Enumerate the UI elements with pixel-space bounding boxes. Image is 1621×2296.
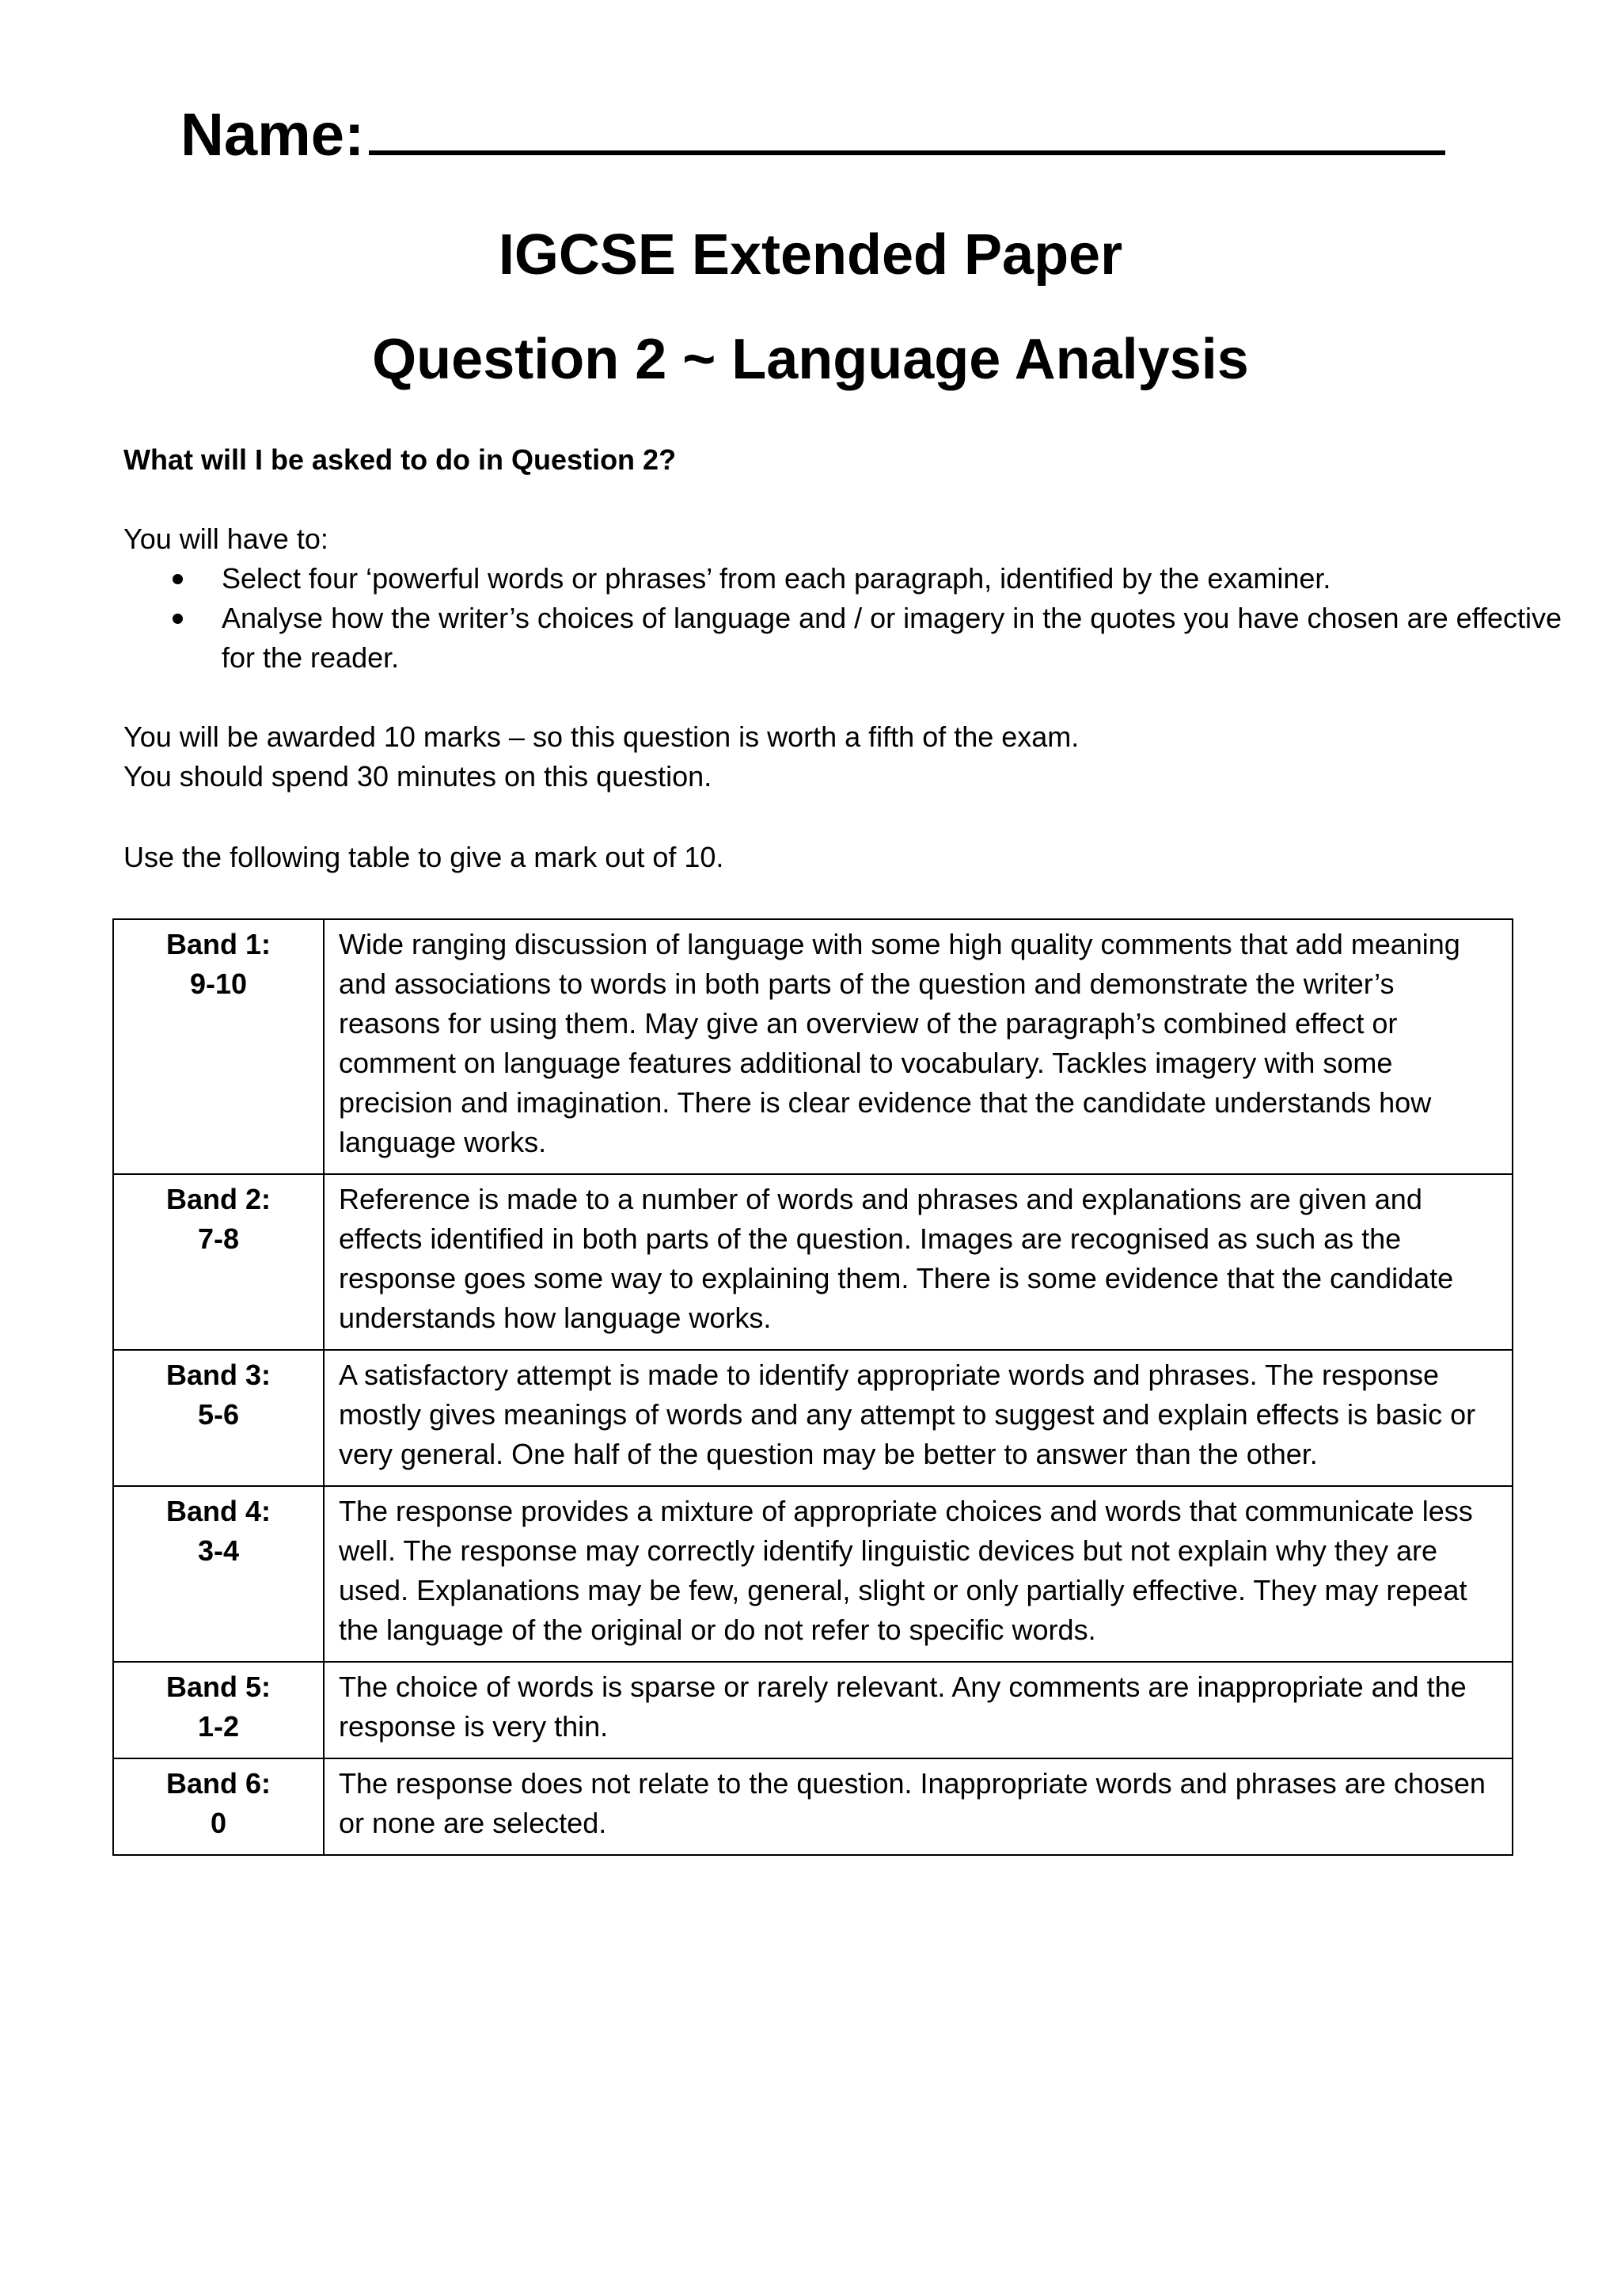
table-row (113, 919, 1513, 1174)
table-row (113, 1350, 1513, 1486)
band-label: Band 5: (165, 1671, 271, 1703)
bullet-icon (173, 574, 183, 584)
band-range: 0 (210, 1807, 227, 1839)
band-description: Wide ranging discussion of language with some high quality comments that add meaning and associations to words in both parts of the question and demonstrate the writer’s reasons for using them. May give an overview of the paragraph’s combined effect or comment on language features additional to vocabulary. Tackles imagery with some precision and imagination. There is clear evidence that the candidate understands how language works. (324, 919, 1513, 1174)
name-label: Name: (180, 101, 365, 169)
table-row (113, 1662, 1513, 1758)
question-heading: What will I be asked to do in Question 2? (123, 443, 677, 476)
table-row (113, 1758, 1513, 1855)
name-field (180, 101, 1445, 169)
band-range: 3-4 (197, 1534, 240, 1567)
band-description: The choice of words is sparse or rarely relevant. Any comments are inappropriate and the response is very thin. (324, 1662, 1513, 1758)
list-item (123, 559, 1599, 599)
band-label: Band 4: (165, 1495, 271, 1527)
marks-info: You will be awarded 10 marks – so this question is worth a fifth of the exam. (123, 720, 1080, 753)
bullet-icon (173, 614, 183, 624)
band-description: The response provides a mixture of appropriate choices and words that communicate less well. The response may correctly identify linguistic devices but not explain why they are used. Explanations may be few, general, slight or only partially effective. They may repeat the language of the original or do not refer to specific words. (324, 1486, 1513, 1662)
band-label: Band 6: (165, 1767, 271, 1800)
band-range: 9-10 (189, 967, 248, 1000)
task-list (123, 559, 1599, 678)
name-blank-line (369, 101, 1445, 155)
list-item-text: Analyse how the writer’s choices of language and / or imagery in the quotes you have chosen are effective for the reader. (222, 602, 1562, 674)
band-description: A satisfactory attempt is made to identify appropriate words and phrases. The response mostly gives meanings of words and any attempt to suggest and explain effects is basic or very general. One half of the question may be better to answer than the other. (324, 1350, 1513, 1486)
band-range: 5-6 (197, 1398, 240, 1431)
mark-scheme-table (112, 918, 1513, 1856)
band-cell (113, 1486, 324, 1662)
band-label: Band 2: (165, 1183, 271, 1215)
table-row (113, 1486, 1513, 1662)
band-range: 1-2 (197, 1710, 240, 1743)
table-row (113, 1174, 1513, 1350)
band-description: The response does not relate to the question. Inappropriate words and phrases are chosen or none are selected. (324, 1758, 1513, 1855)
band-cell (113, 1350, 324, 1486)
list-item-text: Select four ‘powerful words or phrases’ from each paragraph, identified by the examiner. (222, 562, 1331, 595)
band-cell (113, 1174, 324, 1350)
page-subtitle: Question 2 ~ Language Analysis (372, 328, 1249, 391)
band-label: Band 3: (165, 1359, 271, 1391)
band-cell (113, 1758, 324, 1855)
intro-text: You will have to: (123, 523, 328, 555)
page-title: IGCSE Extended Paper (498, 223, 1123, 287)
list-item (123, 599, 1599, 678)
band-range: 7-8 (197, 1222, 240, 1255)
band-description: Reference is made to a number of words and phrases and explanations are given and effects identified in both parts of the question. Images are recognised as such as the response goes some way to explaining them. There is some evidence that the candidate understands how language works. (324, 1174, 1513, 1350)
table-instruction: Use the following table to give a mark out of 10. (123, 841, 724, 873)
time-info: You should spend 30 minutes on this question. (123, 760, 712, 793)
band-label: Band 1: (165, 928, 271, 960)
band-cell (113, 919, 324, 1174)
band-cell (113, 1662, 324, 1758)
